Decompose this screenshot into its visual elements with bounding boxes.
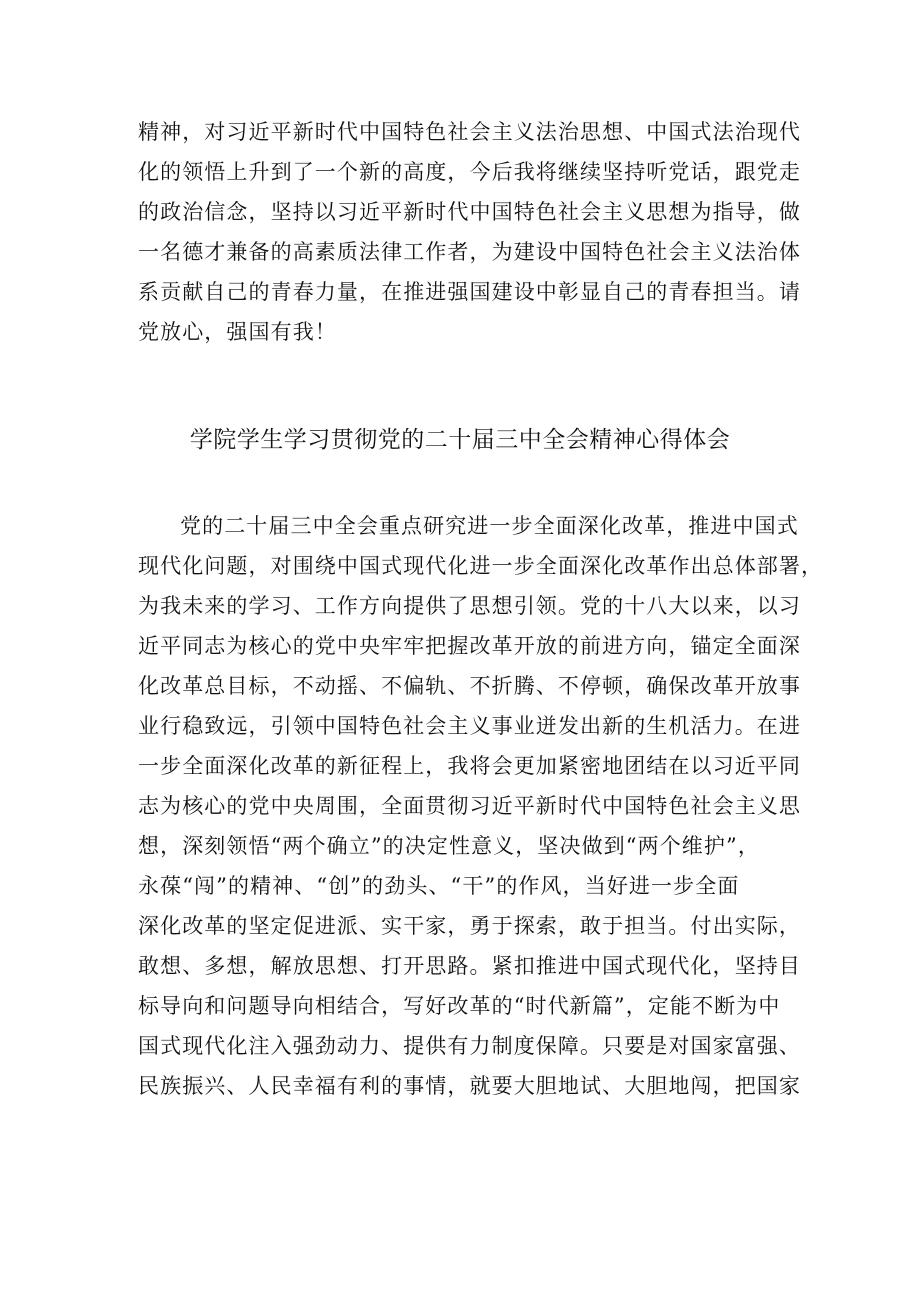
- paragraph-line: 民族振兴、人民幸福有利的事情，就要大胆地试、大胆地闯，把国家: [138, 1074, 801, 1098]
- paragraph-line: 业行稳致远，引领中国特色社会主义事业迸发出新的生机活力。在进: [138, 714, 801, 738]
- paragraph-line: 现代化问题，对围绕中国式现代化进一步全面深化改革作出总体部署，: [138, 554, 824, 578]
- paragraph-line: 党放心，强国有我！: [138, 320, 337, 344]
- section-heading: 学院学生学习贯彻党的二十届三中全会精神心得体会: [189, 427, 731, 453]
- paragraph-line: 国式现代化注入强劲动力、提供有力制度保障。只要是对国家富强、: [138, 1034, 801, 1058]
- body-paragraph: [138, 506, 824, 1106]
- paragraph-line: 系贡献自己的青春力量，在推进强国建设中彰显自己的青春担当。请: [138, 280, 801, 304]
- paragraph-line: 的政治信念，坚持以习近平新时代中国特色社会主义思想为指导，做: [138, 200, 801, 224]
- paragraph-line: 精神，对习近平新时代中国特色社会主义法治思想、中国式法治现代: [138, 120, 801, 144]
- paragraph-line: 为我未来的学习、工作方向提供了思想引领。党的十八大以来，以习: [138, 594, 801, 618]
- paragraph-line: 化的领悟上升到了一个新的高度，今后我将继续坚持听党话，跟党走: [138, 160, 801, 184]
- top-paragraph: [138, 112, 801, 352]
- paragraph-line: 标导向和问题导向相结合，写好改革的“时代新篇”，定能不断为中: [138, 994, 781, 1018]
- paragraph-line: 志为核心的党中央周围，全面贯彻习近平新时代中国特色社会主义思: [138, 794, 801, 818]
- paragraph-line: 一步全面深化改革的新征程上，我将会更加紧密地团结在以习近平同: [138, 754, 801, 778]
- paragraph-line: 想，深刻领悟“两个确立”的决定性意义，坚决做到“两个维护”，: [138, 834, 760, 858]
- paragraph-line: 一名德才兼备的高素质法律工作者，为建设中国特色社会主义法治体: [138, 240, 801, 264]
- paragraph-line: 永葆“闯”的精神、“创”的劲头、“干”的作风，当好进一步全面: [138, 874, 740, 898]
- paragraph-line: 近平同志为核心的党中央牢牢把握改革开放的前进方向，锚定全面深: [138, 634, 801, 658]
- paragraph-line: 党的二十届三中全会重点研究进一步全面深化改革，推进中国式: [180, 514, 799, 538]
- paragraph-line: 深化改革的坚定促进派、实干家，勇于探索，敢于担当。付出实际，: [138, 914, 801, 938]
- paragraph-line: 化改革总目标，不动摇、不偏轨、不折腾、不停顿，确保改革开放事: [138, 674, 801, 698]
- paragraph-line: 敢想、多想，解放思想、打开思路。紧扣推进中国式现代化，坚持目: [138, 954, 801, 978]
